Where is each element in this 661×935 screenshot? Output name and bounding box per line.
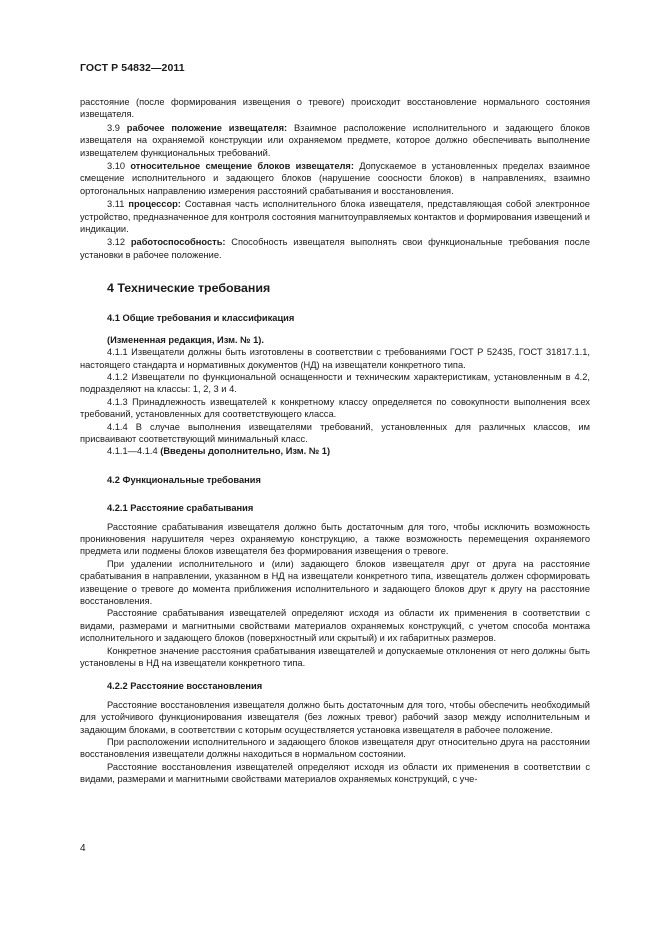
section-4-2-2-title: 4.2.2 Расстояние восстановления xyxy=(107,681,263,692)
definition-3-12 xyxy=(80,236,590,261)
definition-term: относительное смещение блоков извещателя: xyxy=(130,161,354,172)
definition-3-11 xyxy=(80,198,590,235)
definition-number: 3.11 xyxy=(107,199,125,210)
paragraph-4-2-2-b: При расположении исполнительного и задающего блоков извещателя друг относительно друга на расстоянии восстановления извещатели должны находиться в нормальном состоянии. xyxy=(80,737,590,760)
definition-text: Взаимное расположение исполнительного и задающего блоков извещателя на охраняемой конструкции или охраняемом предмете, которое должно обеспечивать выполнение извещателем функциональных требований. xyxy=(80,122,590,158)
definition-term: рабочее положение извещателя: xyxy=(126,122,288,133)
definition-number: 3.9 xyxy=(107,122,120,133)
definition-term: процессор: xyxy=(128,199,181,210)
paragraph-4-2-1-d: Конкретное значение расстояния срабатывания извещателей и допускаемые отклонения от него должны быть установлены в НД на извещатели конкретного типа. xyxy=(80,645,590,669)
paragraph-4-2-2-a: Расстояние восстановления извещателя должно быть достаточным для того, чтобы обеспечить необходимый для устойчивого функционирования извещателя (без ложных тревог) рабочий зазор между исполнительным и задающим блоками, в соответствии с которым осуществляется установка извещателя в рабочее положение. xyxy=(80,699,590,735)
section-4-2-1-title: 4.2.1 Расстояние срабатывания xyxy=(107,503,254,514)
clause-4-1-4: 4.1.4 В случае выполнения извещателями требований, установленных для различных классов, им присваивают соответствующий минимальный класс. xyxy=(80,421,590,444)
definition-number: 3.12 xyxy=(107,237,126,248)
amendment-note xyxy=(80,334,590,346)
definition-term: работоспособность: xyxy=(130,237,226,248)
page-number: 4 xyxy=(80,843,86,854)
definition-3-10 xyxy=(80,160,590,197)
standard-header: ГОСТ Р 54832—2011 xyxy=(80,62,185,74)
clauses-amendment-note xyxy=(80,445,590,457)
amendment-text: (Измененная редакция, Изм. № 1). xyxy=(107,334,264,345)
definition-text: Допускаемое в установленных пределах взаимное смещение исполнительного и задающего блоков (нарушение соосности блоков) в направлениях, взаимно ортогональных направлению измерения расстояний срабатывания и восстановления. xyxy=(80,161,590,196)
clause-4-1-3: 4.1.3 Принадлежность извещателей к конкретному классу определяется по совокупности выполнения всех требований, установленных для соответствующего класса. xyxy=(80,396,590,420)
clause-range: 4.1.1—4.1.4 xyxy=(107,446,158,457)
page-content xyxy=(80,96,590,786)
paragraph-4-2-1-a: Расстояние срабатывания извещателя должно быть достаточным для того, чтобы исключить возможность проникновения нарушителя через охраняемую конструкцию, а также возможность перемещения охраняемого предмета или подмены блоков извещателя без формирования извещения о тревоге. xyxy=(80,521,590,557)
clause-range-note: (Введены дополнительно, Изм. № 1) xyxy=(160,446,331,457)
section-4-title: 4 Технические требования xyxy=(107,281,271,296)
definition-3-9 xyxy=(80,122,590,159)
clause-4-1-1: 4.1.1 Извещатели должны быть изготовлены в соответствии с требованиями ГОСТ Р 52435, ГОСТ 31817.1.1, настоящего стандарта и нормативных документов (НД) на извещатели конкретного типа. xyxy=(80,347,590,370)
definition-text: Способность извещателя выполнять свои функциональные требования после установки в рабочее положение. xyxy=(80,237,590,260)
definition-text: Составная часть исполнительного блока извещателя, представляющая собой электронное устройство, предназначенное для контроля состояния магнитоуправляемых контактов и формирования извещений и индикации. xyxy=(80,199,590,235)
clause-4-1-2: 4.1.2 Извещатели по функциональной оснащенности и техническим характеристикам, установленным в 4.2, подразделяют на классы: 1, 2, 3 и 4. xyxy=(80,371,590,395)
paragraph-4-2-1-b: При удалении исполнительного и (или) задающего блоков извещателя друг от друга на расстояние срабатывания в направлении, указанном в НД на извещатели конкретного типа, извещатель должен сформировать извещение о тревоге до момента приближения исполнительного и задающего блоков друг к другу на расстояние восстановления. xyxy=(80,558,590,606)
section-4-2-title: 4.2 Функциональные требования xyxy=(107,474,261,485)
section-4-1-title: 4.1 Общие требования и классификация xyxy=(107,313,295,324)
intro-paragraph: расстояние (после формирования извещения о тревоге) происходит восстановление нормального состояния извещателя. xyxy=(80,97,590,120)
paragraph-4-2-1-c: Расстояние срабатывания извещателей определяют исходя из области их применения в соответствии с видами, размерами и магнитными свойствами материалов охраняемых конструкций, с учетом способа монтажа исполнительного и задающего блоков (поверхностный или скрытый) и их габаритных размеров. xyxy=(80,608,590,644)
definition-number: 3.10 xyxy=(107,161,126,172)
paragraph-4-2-2-c: Расстояние восстановления извещателей определяют исходя из области их применения в соответствии с видами, размерами и магнитными свойствами материалов охраняемых конструкций, с уче- xyxy=(80,761,590,785)
